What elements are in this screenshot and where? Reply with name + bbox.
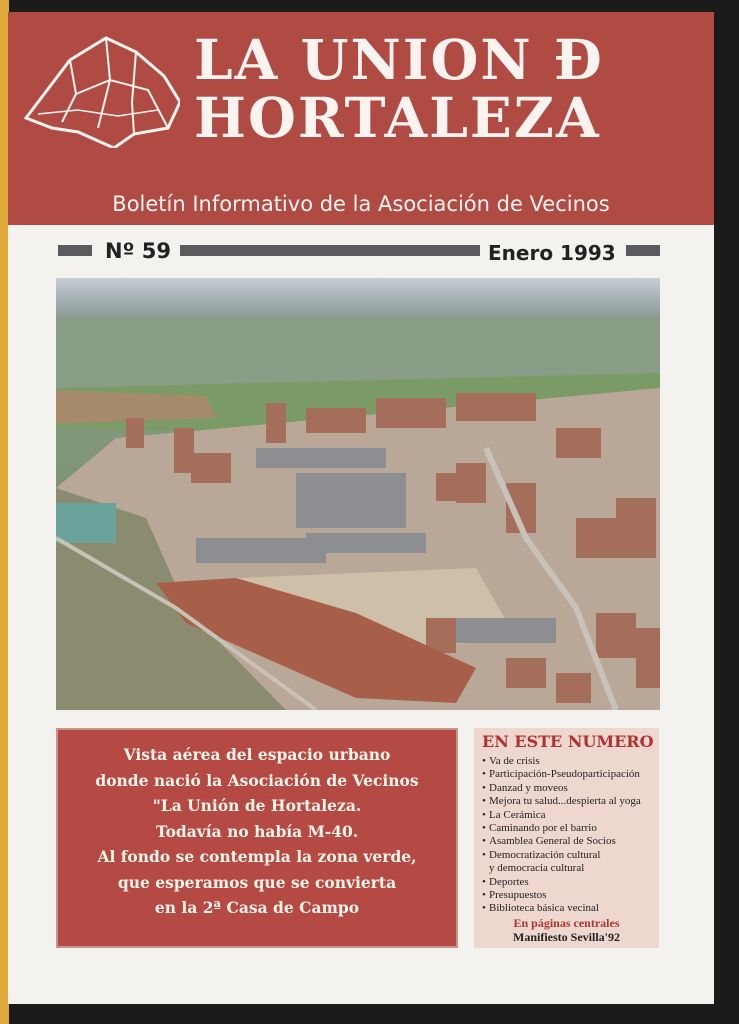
toc-item: • Democratización cultural (482, 848, 601, 861)
issue-bar-right (626, 245, 660, 256)
masthead-title-line1: LA UNION Đ (194, 27, 604, 92)
toc-item: • Deportes (482, 875, 529, 888)
caption-line: Al fondo se contempla la zona verde, (97, 847, 417, 866)
photo-caption-box (56, 728, 458, 948)
issue-number: Nº 59 (105, 239, 171, 263)
caption-line: Vista aérea del espacio urbano (123, 745, 391, 764)
toc-item: • Mejora tu salud...despierta al yoga (482, 795, 641, 808)
magazine-cover (8, 12, 714, 1004)
toc-item-continuation: y democracia cultural (489, 862, 585, 875)
toc-title: EN ESTE NUMERO (482, 732, 654, 751)
toc-item: • Danzad y moveos (482, 781, 568, 794)
toc-item: • Va de crisis (482, 755, 540, 767)
caption-line: donde nació la Asociación de Vecinos (95, 770, 419, 790)
toc-list (482, 755, 651, 916)
caption-line: "La Unión de Hortaleza. (152, 796, 362, 815)
masthead (8, 12, 714, 225)
caption-line: que esperamos que se convierta (117, 872, 397, 892)
toc-item: • La Cerámica (482, 808, 546, 821)
aerial-photo (56, 278, 660, 710)
caption-line: Todavía no había M-40. (155, 821, 359, 841)
table-of-contents (474, 728, 659, 948)
masthead-title-line2: HORTALEZA (194, 85, 601, 150)
district-map-logo-icon (18, 30, 180, 148)
toc-item: • Asamblea General de Socios (482, 835, 616, 848)
issue-bar-middle (180, 245, 480, 256)
toc-central-pages-item: Manifiesto Sevilla'92 (513, 929, 620, 944)
issue-bar-left (58, 245, 92, 256)
caption-line: en la 2ª Casa de Campo (154, 898, 360, 917)
toc-item: • Caminando por el barrio (482, 822, 597, 835)
issue-date: Enero 1993 (488, 241, 616, 265)
masthead-subtitle: Boletín Informativo de la Asociación de Vecinos (112, 192, 610, 216)
aerial-photo-icon (56, 278, 660, 710)
toc-item: • Participación-Pseudoparticipación (482, 768, 640, 781)
toc-item: • Presupuestos (482, 889, 547, 902)
toc-item: • Biblioteca básica vecinal (482, 902, 599, 915)
toc-central-pages-label: En páginas centrales (513, 915, 620, 930)
